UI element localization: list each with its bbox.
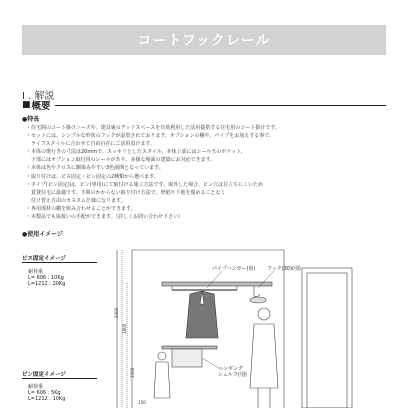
callout-hanging-shelf: ハンギング シェルフ(別) bbox=[218, 366, 247, 378]
adult-head bbox=[258, 308, 270, 320]
screw-load-606: L= 606 : 10Kg bbox=[28, 275, 64, 281]
overview-rule bbox=[55, 105, 386, 106]
usage-diagram bbox=[22, 238, 386, 408]
child-head bbox=[158, 352, 166, 360]
pin-fixed-rule bbox=[22, 378, 97, 379]
feature-list bbox=[26, 124, 386, 221]
features-heading: ●特長 bbox=[22, 116, 40, 123]
adult-body bbox=[250, 324, 278, 388]
door-panel bbox=[307, 273, 347, 408]
feature-line: 下部にはオプション取付用のレールがあり、多様な場面の建築にお対応できます。 bbox=[26, 157, 216, 164]
pin-load-label: 耐荷重 bbox=[28, 384, 44, 390]
dimension-label: 1800 bbox=[122, 323, 127, 334]
lower-rail bbox=[162, 346, 217, 349]
feature-line: ・本体の奥行きの寸法は20mmで、スッキリとしたスタイル。本体上部にはシール天のポケット、 bbox=[26, 149, 246, 156]
hanging-shelf bbox=[172, 349, 202, 367]
hook-shape bbox=[254, 286, 260, 297]
overview-heading bbox=[22, 99, 386, 111]
hat-shape bbox=[250, 297, 266, 303]
screw-load-label: 耐荷重 bbox=[28, 269, 44, 275]
square-bullet-icon: ■ bbox=[22, 100, 31, 110]
feature-line: 賃貸住宅に最適です。手間のかからない取り付け方法で、壁紙や下地を傷めることなく bbox=[26, 189, 226, 196]
dimension-label: 150 bbox=[138, 400, 146, 405]
feature-line: ・本体は色やクロスに馴染みやすい3色展開となっています。 bbox=[26, 165, 164, 172]
feature-line: ・住宅間のコート掛けニーズや、建具裏のデッドスペースを有効利用した活用提供する住宅用のコート掛けです。 bbox=[26, 125, 280, 131]
feature-line: 付け替え自由のカスタム仕様になります。 bbox=[26, 197, 126, 204]
door-frame bbox=[302, 268, 352, 408]
section-heading: I . 解説 bbox=[22, 91, 55, 102]
overview-label: 概要 bbox=[31, 101, 51, 112]
dimension-label: 2400 bbox=[114, 307, 119, 318]
callout-hook: フック(30)(別) bbox=[267, 266, 301, 272]
pin-load-1212: L=1212 : 10Kg bbox=[28, 396, 66, 402]
rail-bar bbox=[162, 282, 272, 286]
callout-pipe-hanger: パイプハンガー(別) bbox=[212, 266, 256, 272]
child-body bbox=[154, 362, 170, 398]
feature-line: ・専用部材の棚を組み合わせることができます。 bbox=[26, 205, 136, 212]
pin-load-606: L= 606 : 5Kg bbox=[28, 390, 61, 396]
dimension-label: 1500 bbox=[130, 367, 135, 378]
feature-line: ライフスタイルに合わせて自由自在にご活用頂けます。 bbox=[26, 141, 156, 148]
screw-load-1212: L=1212 : 20Kg bbox=[28, 281, 66, 287]
feature-line: ・タイプ(ピン固定)は、ピン(専用)にて取付ける施工方法です。取外した場合、ピン穴は目立ちにくいため bbox=[26, 181, 264, 188]
page-title: コートフックレール bbox=[137, 33, 271, 49]
pin-fixed-title: ピン固定イメージ bbox=[22, 372, 66, 378]
title-bar bbox=[22, 25, 386, 55]
feature-line: ・取り付けは、ビス固定・ピン固定の2種類から選べます。 bbox=[26, 173, 159, 180]
feature-line: ・本製品でも取扱いの手配ができます。（詳しくお問い合わせ下さい） bbox=[26, 214, 184, 221]
screw-fixed-rule bbox=[22, 262, 97, 263]
usage-illustration bbox=[22, 238, 386, 408]
usage-image-heading: ●使用イメージ bbox=[22, 231, 64, 238]
screw-fixed-title: ビス固定イメージ bbox=[22, 256, 66, 262]
feature-line: ・セットには、シンプルな形状のフックが設置されております。オプションの棚や、パイプをお加えする事で、 bbox=[26, 133, 275, 140]
